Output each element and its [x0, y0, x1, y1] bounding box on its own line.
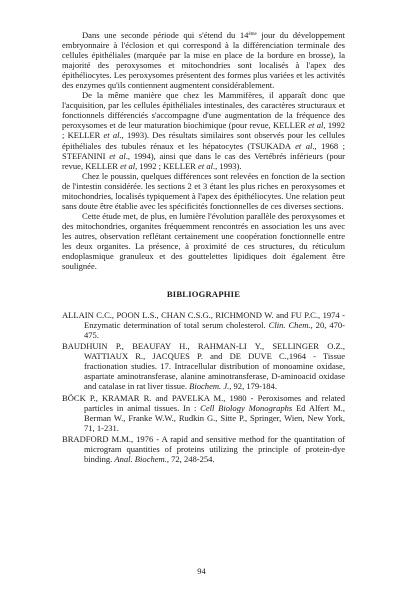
citation-etal: et al	[120, 160, 136, 171]
paragraph-3: Chez le poussin, quelques différences sont relevées en fonction de la section de l'intestin considérée. les sections 2 et 3 étant les plus riches en peroxysomes et mitochondries, localisés typiquement à l'apex des épithéliocytes. Une relation peut sans doute être établie avec les spécificités fonctionnelles de ces diverses sections.	[62, 170, 345, 211]
paragraph-2-text: ., 1994), ainsi que dans le cas des Vertébrés inférieurs (pour revue, KELLER	[62, 150, 345, 171]
citation-etal: et al	[198, 160, 213, 171]
paragraph-2-text: ., 1968 ; STEFANINI	[62, 140, 346, 161]
paragraph-2-text: De la même manière que chez les Mammifères, il apparaît donc que l'acquisition, par les cellules épithéliales intestinales, des caractères structuraux et fonctionnels différenciés s'accompagne d'une augmentation de la fréquence des peroxysomes et de leur maturation biochimique (pour revue, KELLER	[62, 90, 345, 131]
reference-text: BAUDHUIN P., BEAUFAY H., RAHMAN-LI Y., SELLINGER O.Z., WATTIAUX R., JACQUES P. and DE DUVE C.,1964 - Tissue fractionation studies. 17. Intracellular distribution of monoamine oxidase, aspartate aminotransferase, alanine aminotransferase, D-aminoacid oxidase and catalase in rat liver tissue.	[62, 341, 345, 392]
journal-name: Anal. Biochem.	[114, 453, 167, 464]
citation-etal: et al	[109, 150, 126, 161]
citation-etal: et al	[103, 130, 120, 141]
bibliography-title: BIBLIOGRAPHIE	[166, 289, 241, 300]
document-body	[62, 30, 345, 465]
paragraph-2	[62, 90, 345, 170]
paragraph-1-text: Dans une seconde période qui s'étend du 14	[82, 30, 249, 40]
paragraph-4: Cette étude met, de plus, en lumière l'évolution parallèle des peroxysomes et des mitochondries, organites fréquemment rencontrés en association les uns avec les autres, observation reflétant certainement une coopération fonctionnelle entre les deux organites. La présence, à proximité de ces structures, du réticulum endoplasmique granuleux et des gouttelettes lipidiques doit également être soulignée.	[62, 210, 345, 272]
reference-item	[62, 434, 345, 464]
reference-text: BRADFORD M.M., 1976 - A rapid and sensitive method for the quantitation of microgram quantities of proteins utilizing the principle of protein-dye binding.	[62, 433, 345, 464]
reference-list	[62, 310, 345, 464]
paragraph-2-text: , 1992 ; KELLER	[62, 120, 346, 141]
citation-etal: et al	[308, 120, 324, 131]
reference-item	[62, 310, 345, 340]
paragraph-2-text: ., 1993).	[212, 160, 242, 171]
reference-text: BÖCK P., KRAMAR R. and PAVELKA M., 1980 - Peroxisomes and related particles in animal tissues. In :	[62, 392, 345, 413]
reference-text: , 20, 470-475.	[84, 320, 345, 341]
reference-item	[62, 341, 345, 391]
paragraph-1	[62, 30, 345, 90]
book-title: Cell Biology Monographs	[200, 402, 293, 413]
reference-text: , 92, 179-184.	[229, 381, 277, 392]
superscript-ordinal: ème	[248, 32, 257, 37]
reference-text: Ed Alfert M., Berman W., Franke W.W., Rudkin G., Sitte P., Springer, Wien, New York, 71, 1-231.	[84, 402, 345, 433]
paragraph-1-text-cont: jour du développement embryonnaire à l'éclosion et qui correspond à la différenciation terminale des cellules épithéliales (marquée par la mise en place de la bordure en brosse), la majorité des peroxysomes et mitochondries sont localisés à l'apex des épithéliocytes. Les peroxysomes présentent des formes plus variées et les activités des enzymes qu'ils contiennent augmentent considérablement.	[62, 30, 345, 91]
citation-etal: et al	[295, 140, 313, 151]
paragraph-2-text: ., 1993). Des résultats similaires sont observés pour les cellules épithéliales des tubules rénaux et les hépatocytes (TSUKADA	[62, 130, 346, 151]
paragraph-2-text: , 1992 ; KELLER	[135, 160, 199, 171]
journal-name: Clin. Chem.	[268, 320, 311, 331]
journal-name: Biochem. J.	[189, 381, 230, 392]
page-number: 94	[197, 566, 206, 576]
reference-text: , 72, 248-254.	[166, 453, 215, 464]
reference-item	[62, 393, 345, 433]
reference-text: ALLAIN C.C., POON L.S., CHAN C.S.G., RICHMOND W. and FU P.C., 1974 - Enzymatic determination of total serum cholesterol.	[62, 310, 345, 331]
